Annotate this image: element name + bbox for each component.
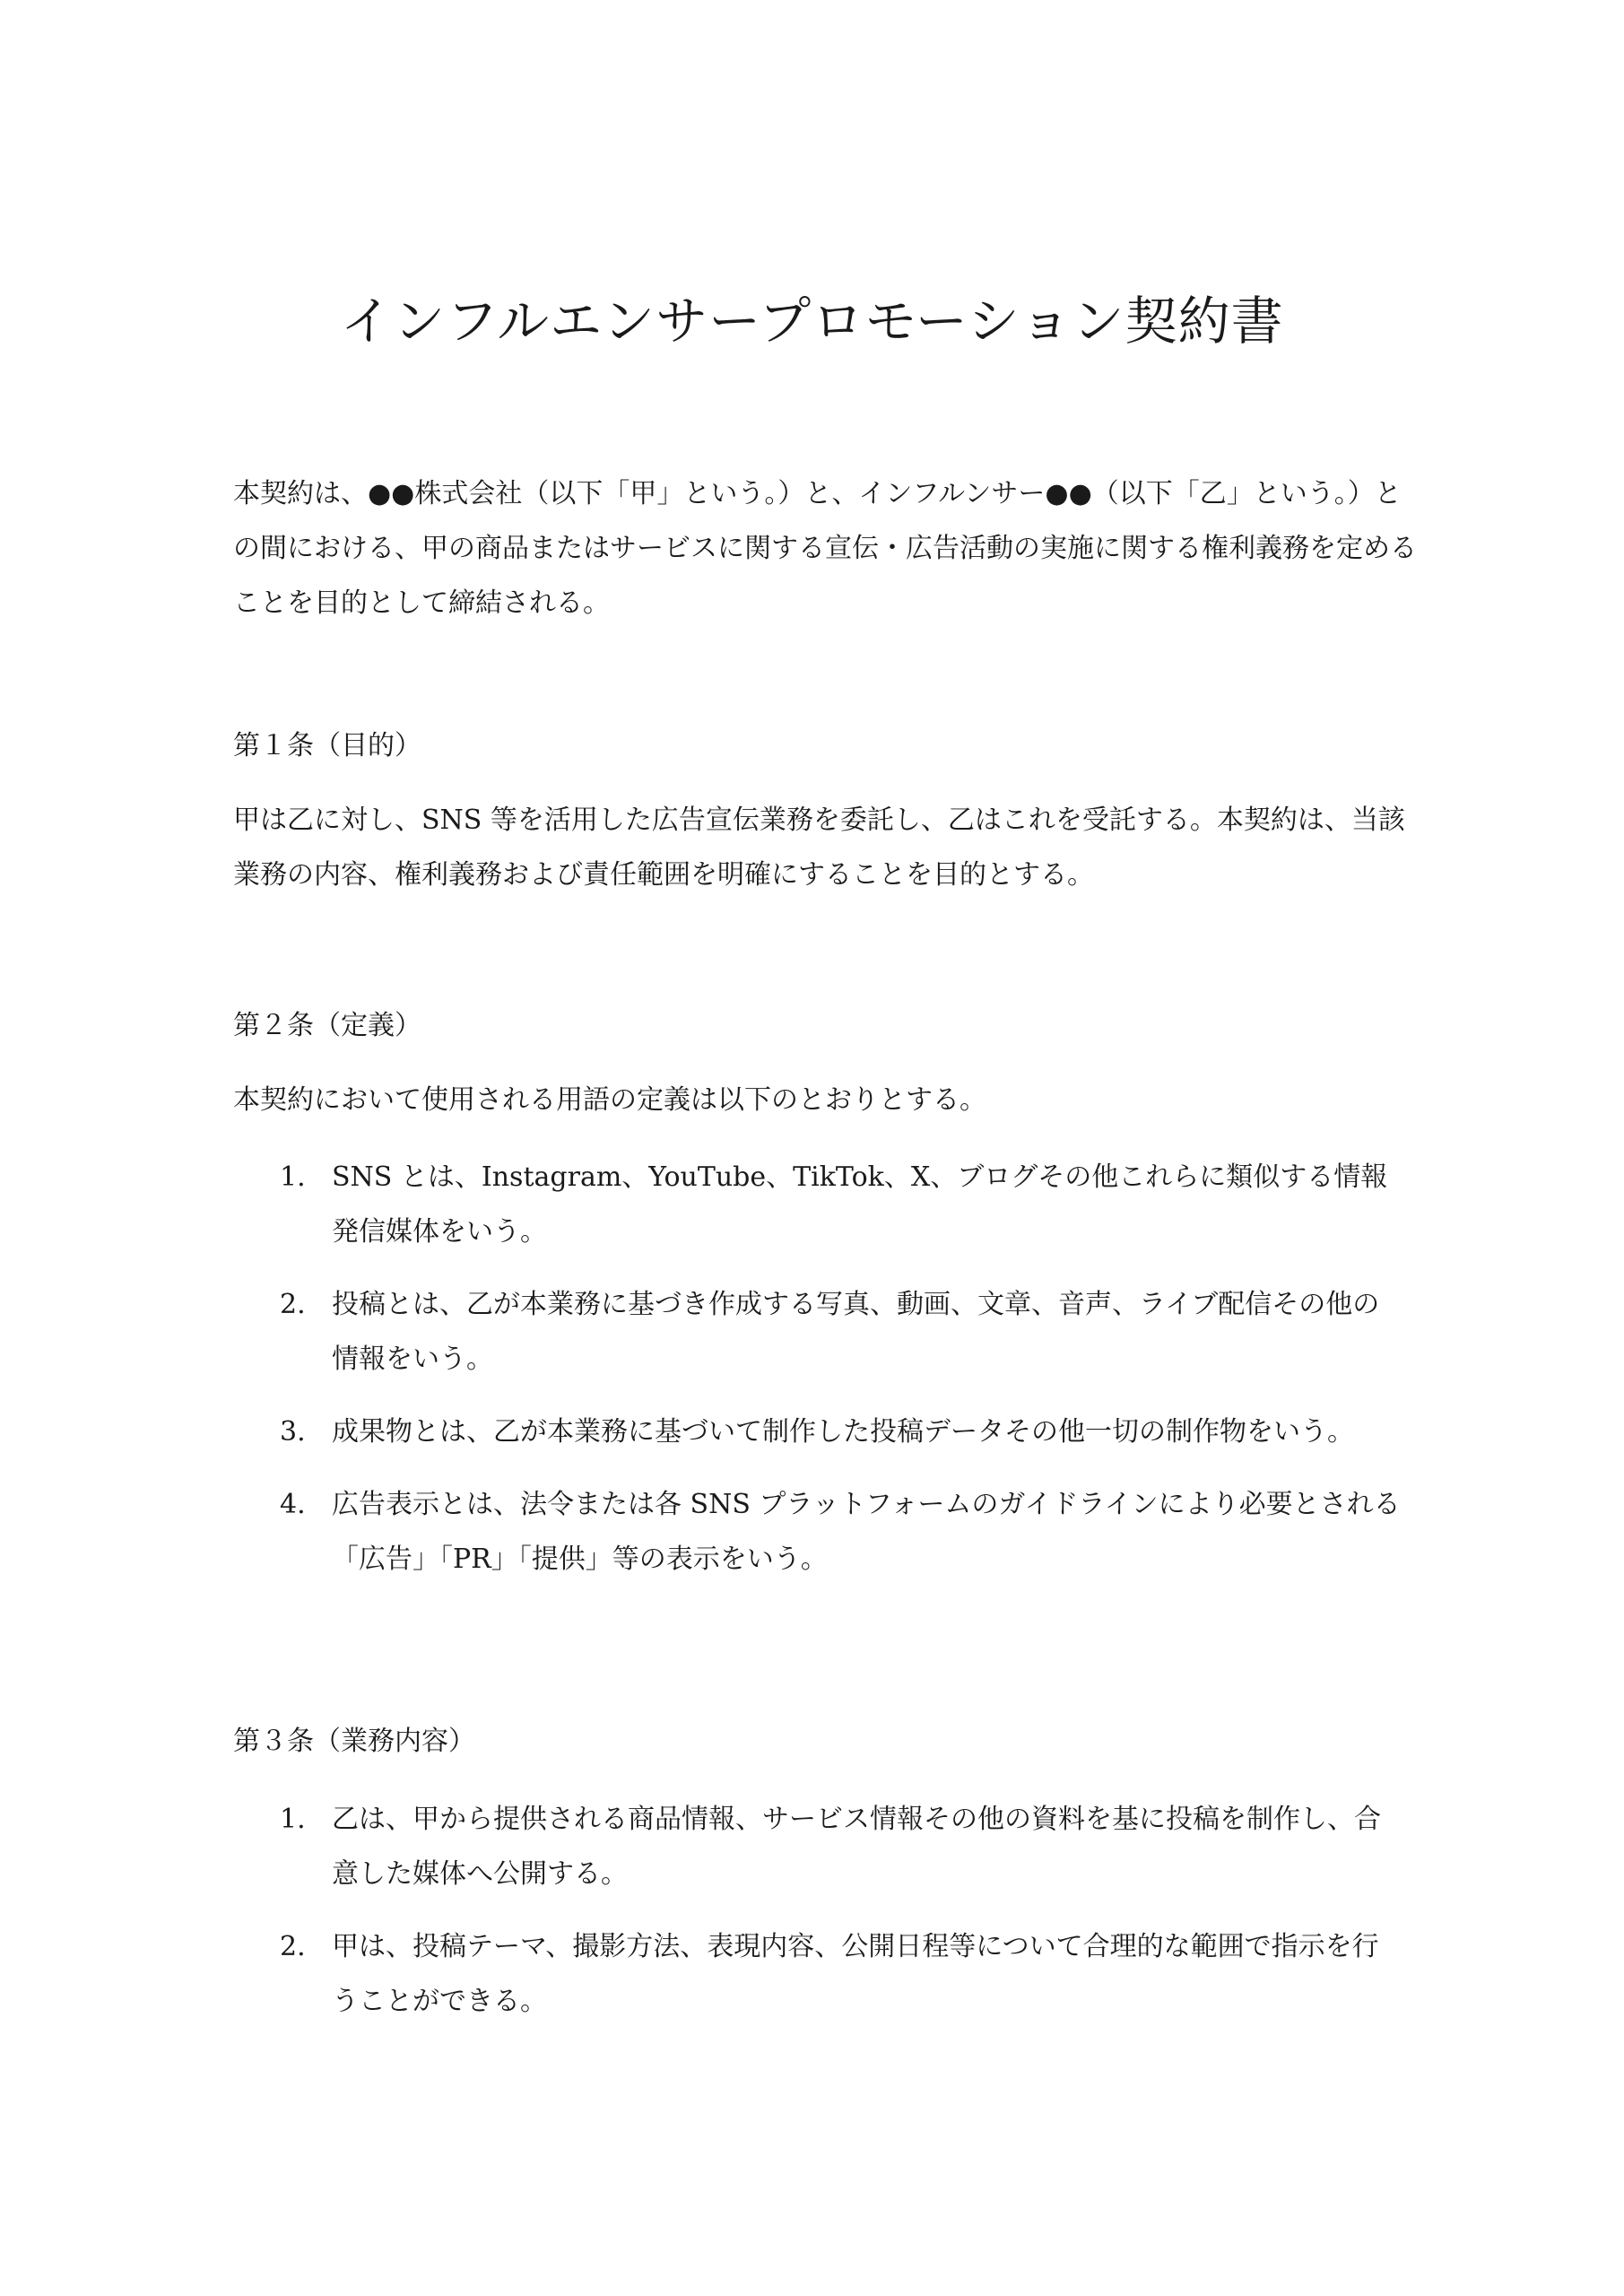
list-item-number: 2. xyxy=(280,1931,306,1962)
list-item-text: 乙は、甲から提供される商品情報、サービス情報その他の資料を基に投稿を制作し、合意した媒体へ公開する。 xyxy=(332,1804,1381,1890)
list-item-number: 1. xyxy=(280,1804,306,1835)
list-item xyxy=(280,1150,1401,1259)
article-2-definition-list xyxy=(280,1150,1401,1587)
list-item-text: 投稿とは、乙が本業務に基づき作成する写真、動画、文章、音声、ライブ配信その他の情報をいう。 xyxy=(332,1289,1380,1375)
preamble-paragraph: 本契約は、●●株式会社（以下「甲」という。）と、インフルンサー●●（以下「乙」という。）との間における、甲の商品またはサービスに関する宣伝・広告活動の実施に関する権利義務を定めることを目的として締結される。 xyxy=(233,478,1417,619)
list-item xyxy=(280,1792,1401,1901)
article-3-list xyxy=(280,1792,1401,2029)
article-3-heading: 第３条（業務内容） xyxy=(233,1726,475,1757)
list-item xyxy=(280,1405,1401,1459)
article-1-heading: 第１条（目的） xyxy=(233,730,421,761)
list-item xyxy=(280,1277,1401,1387)
list-item-number: 3. xyxy=(280,1416,306,1448)
list-item-number: 4. xyxy=(280,1489,306,1520)
list-item-number: 2. xyxy=(280,1289,306,1320)
article-2-body: 本契約において使用される用語の定義は以下のとおりとする。 xyxy=(233,1084,986,1116)
list-item xyxy=(280,1477,1401,1587)
article-2-heading: 第２条（定義） xyxy=(233,1010,421,1041)
document-title: インフルエンサープロモーション契約書 xyxy=(340,291,1284,352)
list-item-text: SNS とは、Instagram、YouTube、TikTok、X、ブログその他これらに類似する情報発信媒体をいう。 xyxy=(332,1161,1388,1248)
list-item-number: 1. xyxy=(280,1161,306,1193)
list-item-text: 成果物とは、乙が本業務に基づいて制作した投稿データその他一切の制作物をいう。 xyxy=(332,1416,1354,1448)
list-item xyxy=(280,1919,1401,2029)
list-item-text: 甲は、投稿テーマ、撮影方法、表現内容、公開日程等について合理的な範囲で指示を行うことができる。 xyxy=(332,1931,1379,2017)
article-1-body: 甲は乙に対し、SNS 等を活用した広告宣伝業務を委託し、乙はこれを受託する。本契約は、当該業務の内容、権利義務および責任範囲を明確にすることを目的とする。 xyxy=(233,804,1405,891)
list-item-text: 広告表示とは、法令または各 SNS プラットフォームのガイドラインにより必要とされる「広告」「PR」「提供」等の表示をいう。 xyxy=(332,1489,1401,1575)
